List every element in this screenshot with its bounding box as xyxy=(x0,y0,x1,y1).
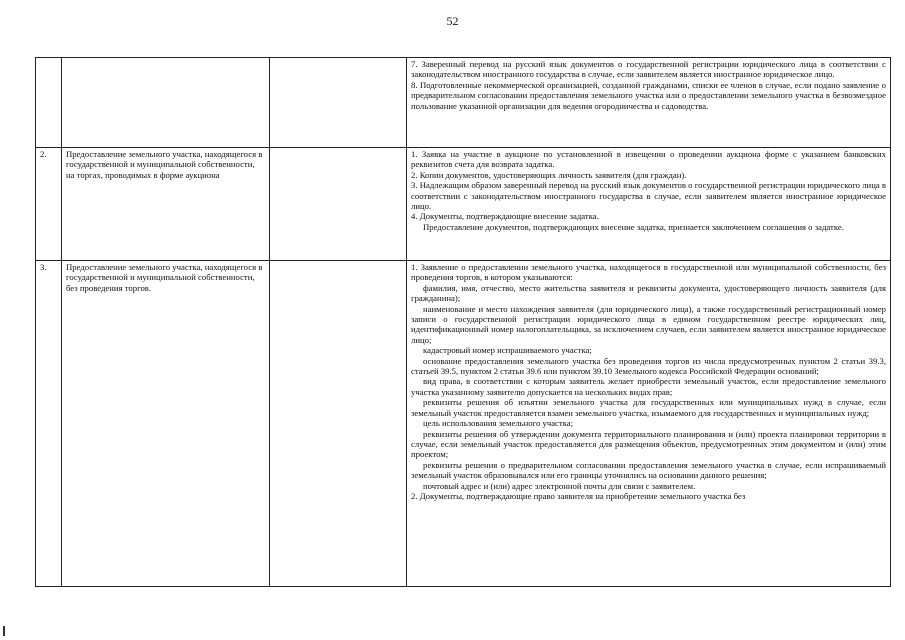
empty-cell xyxy=(270,148,407,261)
document-item: 4. Документы, подтверждающие внесение задатка. xyxy=(411,211,599,222)
service-name xyxy=(62,58,270,148)
documents-cell xyxy=(407,58,891,148)
empty-cell xyxy=(270,58,407,148)
document-item: 1. Заявка на участие в аукционе по установленной в извещении о проведении аукциона форме с указанием банковских реквизитов счета для возврата задатка. xyxy=(411,149,886,170)
document-item: фамилия, имя, отчество, место жительства заявителя и реквизиты документа, удостоверяющего личность заявителя (для гражданина); xyxy=(411,282,886,304)
documents-cell xyxy=(407,148,891,261)
document-item: 2. Копии документов, удостоверяющих личность заявителя (для граждан). xyxy=(411,169,687,180)
empty-cell xyxy=(270,261,407,587)
document-item: наименование и место нахождения заявителя (для юридического лица), а также государственный регистрационный номер записи о государственной регистрации юридического лица в едином государственном реестре юридических лиц, идентификационный номер налогоплательщика, за исключением случаев, если заявителем является иностранное юридическое лицо; xyxy=(411,303,886,345)
row-number xyxy=(36,58,62,148)
row-number: 3. xyxy=(36,261,62,587)
document-item: вид права, в соответствии с которым заявитель желает приобрести земельный участок, если предоставление земельного участка указанному заявителю допускается на нескольких видах прав; xyxy=(411,376,886,397)
document-item: кадастровый номер испрашиваемого участка; xyxy=(423,345,592,356)
row-number: 2. xyxy=(36,148,62,261)
documents-cell xyxy=(407,261,891,587)
document-item: 1. Заявление о предоставлении земельного участка, находящегося в государственной или муниципальной собственности, без проведения торгов, в котором указываются: xyxy=(411,262,886,283)
scan-edge-mark xyxy=(3,626,5,636)
document-item: реквизиты решения о предварительном согласовании предоставления земельного участка в случае, если испрашиваемый земельный участок образовывался или его границы уточнялись на основании данного решения; xyxy=(411,459,886,481)
table-row xyxy=(36,148,891,261)
page-number: 52 xyxy=(446,14,459,28)
document-item: реквизиты решения об утверждении документа территориального планирования и (или) проекта планировки территории в случае, если земельный участок предоставляется для размещения объектов, предусмотренных этим документом и (или) этим проектом; xyxy=(411,428,886,460)
document-item: 7. Заверенный перевод на русский язык документов о государственной регистрации юридического лица в соответствии с законодательством иностранного государства в случае, если заявителем является иностранное юридическое лицо. xyxy=(411,59,886,80)
document-item: почтовый адрес и (или) адрес электронной почты для связи с заявителем. xyxy=(423,480,696,491)
document-item: 8. Подготовленные некоммерческой организацией, созданной гражданами, списки ее членов в случае, если подано заявление о предварительном согласовании предоставления земельного участка или о предоставлении земельного участка в безвозмездное пользование указанной организации для ведения огородничества и садоводства. xyxy=(411,79,886,111)
services-documents-table xyxy=(35,57,891,587)
table-row xyxy=(36,58,891,148)
document-item: 3. Надлежащим образом заверенный перевод на русский язык документов о государственной регистрации юридического лица в соответствии с законодательством иностранного государства в случае, если заявителем является иностранное юридическое лицо. xyxy=(411,180,886,212)
service-name: Предоставление земельного участка, находящегося в государственной и муниципальной собственности, без проведения торгов. xyxy=(62,261,270,587)
document-item: 2. Документы, подтверждающие право заявителя на приобретение земельного участка без xyxy=(411,490,746,501)
document-item: реквизиты решения об изъятии земельного участка для государственных или муниципальных нужд в случае, если земельный участок предоставляется взамен земельного участка, изымаемого для государственных и муниципальных нужд; xyxy=(411,397,886,418)
service-name: Предоставление земельного участка, находящегося в государственной и муниципальной собственности, на торгах, проводимых в форме аукциона xyxy=(62,148,270,261)
document-item: Предоставление документов, подтверждающих внесение задатка, признается заключением соглашения о задатке. xyxy=(423,221,844,232)
document-item: основание предоставления земельного участка без проведения торгов из числа предусмотренных пунктом 2 статьи 39.3, статьей 39.5, пунктом 2 статьи 39.6 или пунктом 39.10 Земельного кодекса Российской Федерации оснований; xyxy=(411,355,886,377)
table-row xyxy=(36,261,891,587)
document-item: цель использования земельного участка; xyxy=(423,418,574,429)
